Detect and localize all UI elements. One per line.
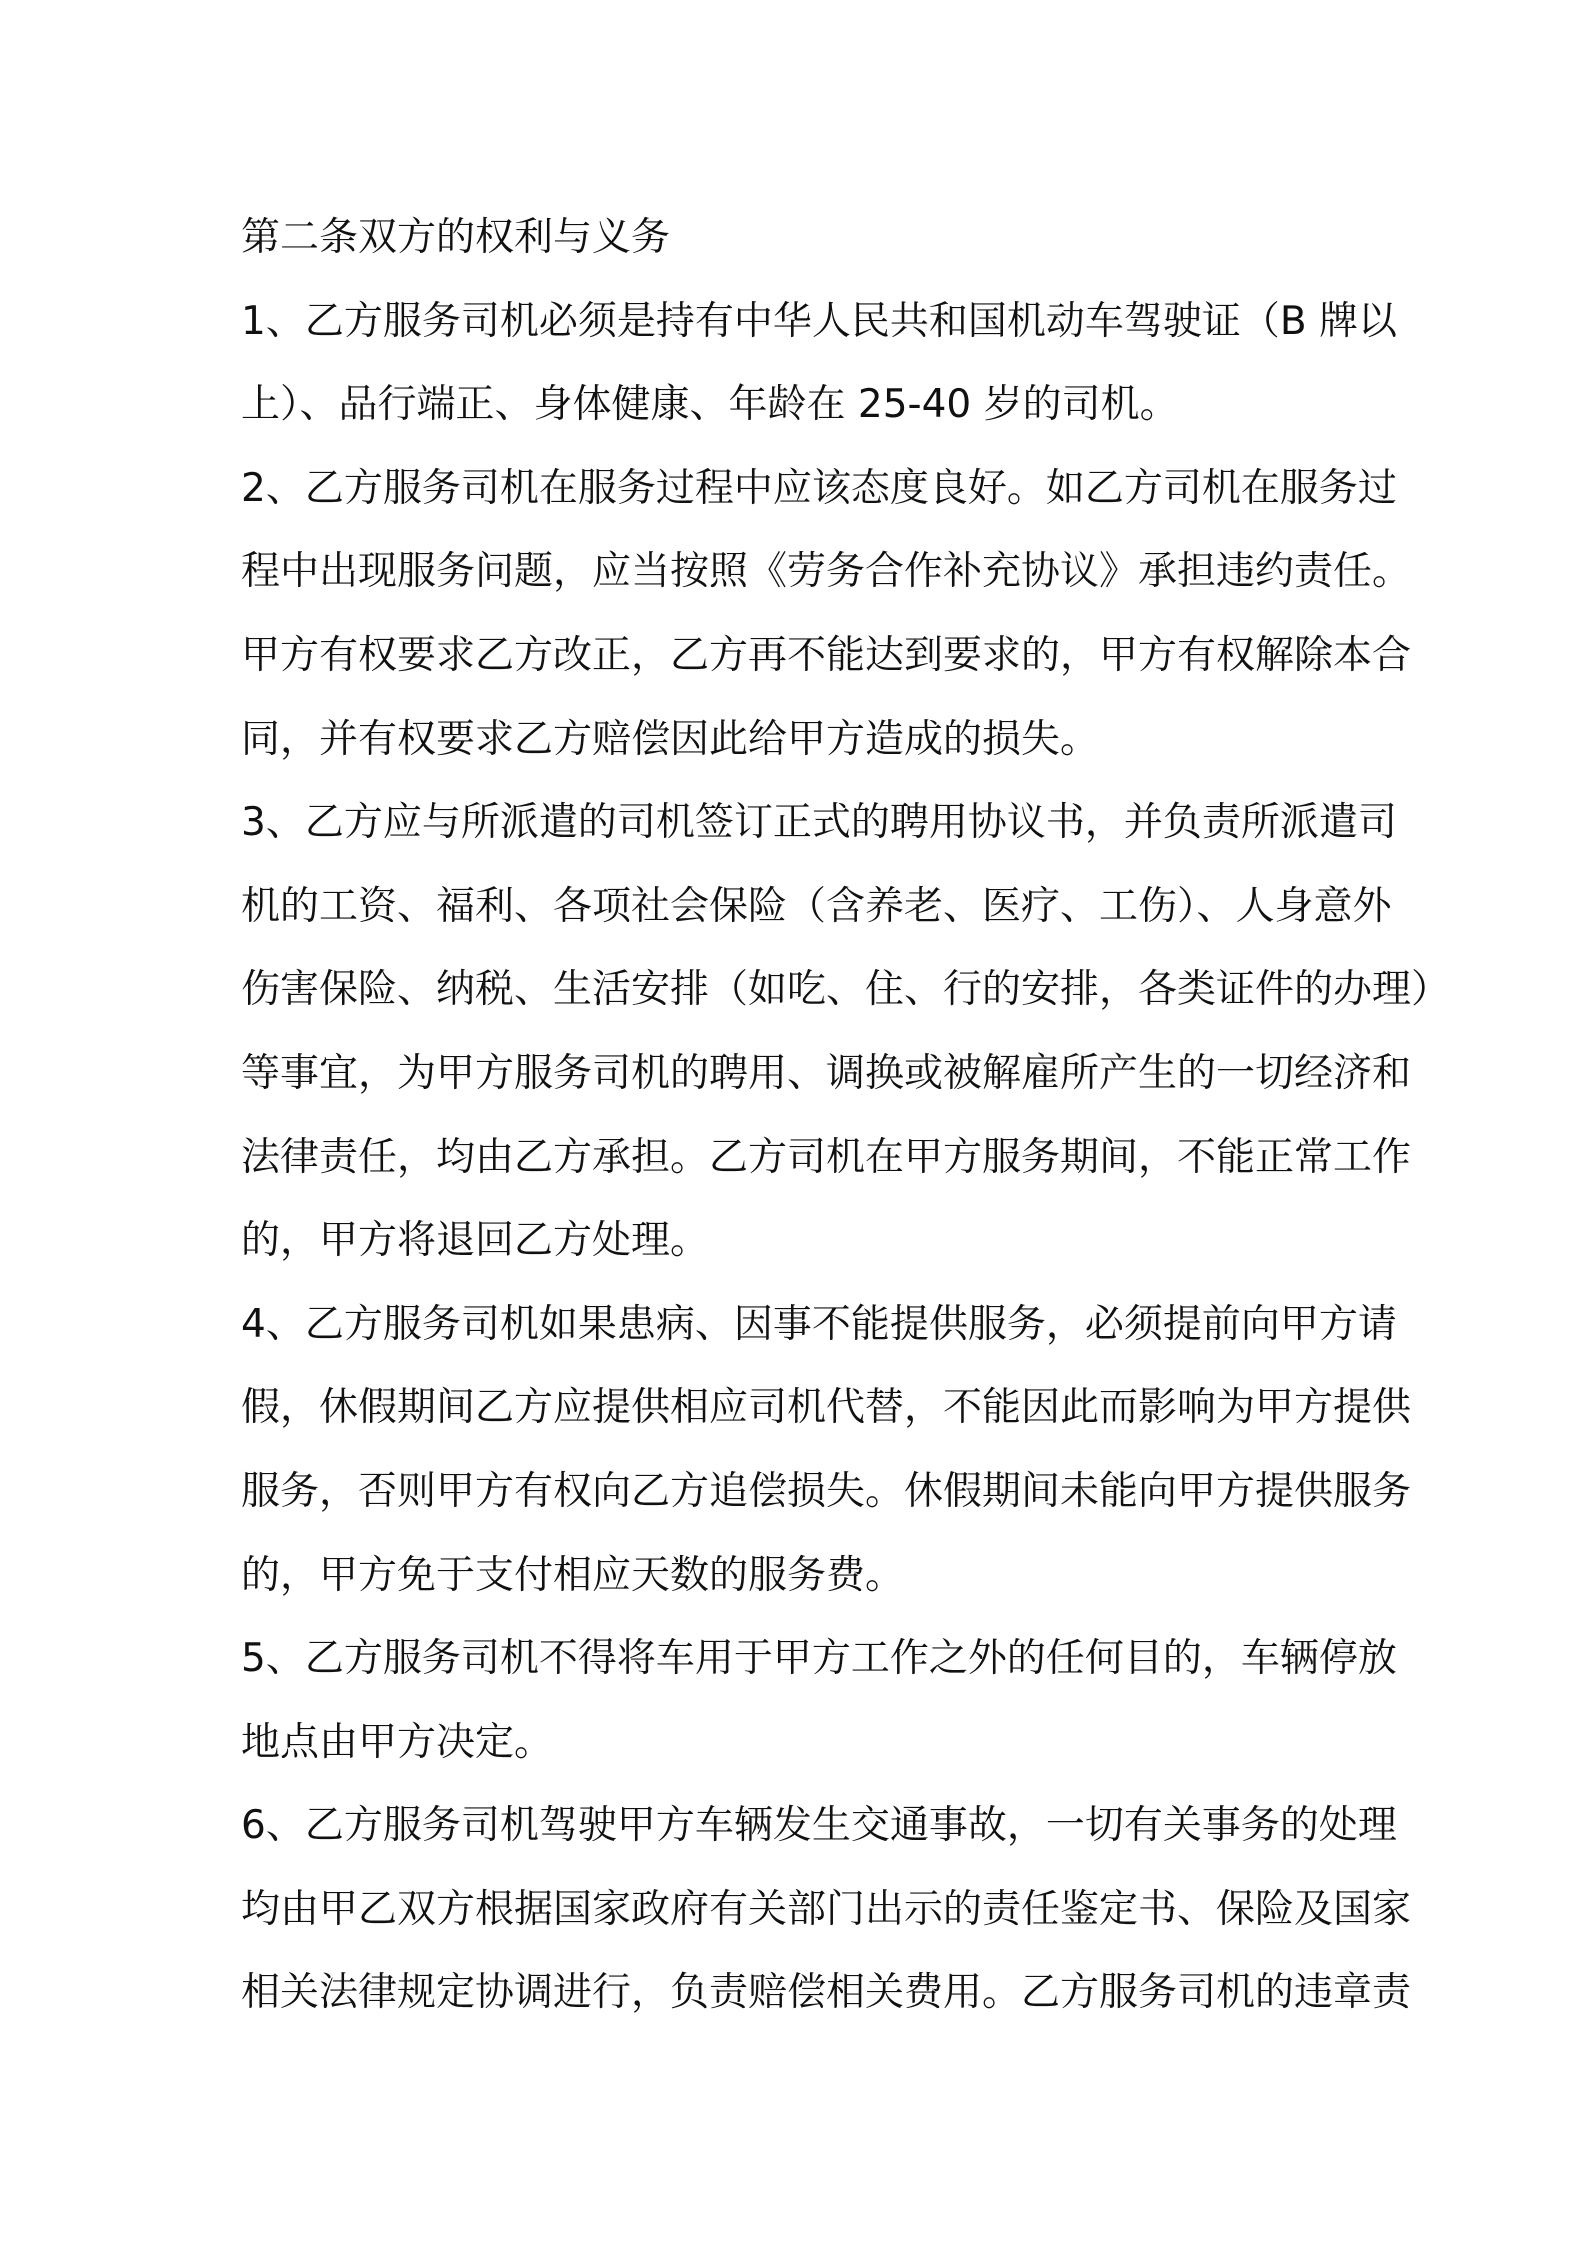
clause-4-line-3: 服务，否则甲方有权向乙方追偿损失。休假期间未能向甲方提供服务 [241,1468,1412,1514]
clause-3-line-5: 法律责任，均由乙方承担。乙方司机在甲方服务期间，不能正常工作 [241,1134,1412,1180]
clause-1-line-2: 上）、品行端正、身体健康、年龄在 25-40 岁的司机。 [241,382,1179,428]
document-body [241,196,1451,2035]
clause-2-line-3: 甲方有权要求乙方改正，乙方再不能达到要求的，甲方有权解除本合 [241,632,1412,678]
clause-4-line-1: 4、乙方服务司机如果患病、因事不能提供服务，必须提前向甲方请 [241,1301,1397,1347]
clause-1-line-1: 1、乙方服务司机必须是持有中华人民共和国机动车驾驶证（B 牌以 [241,298,1397,344]
clause-4-line-4: 的，甲方免于支付相应天数的服务费。 [241,1552,905,1598]
clause-6-line-1: 6、乙方服务司机驾驶甲方车辆发生交通事故，一切有关事务的处理 [241,1803,1397,1849]
clause-5-line-1: 5、乙方服务司机不得将车用于甲方工作之外的任何目的，车辆停放 [241,1636,1397,1682]
clause-6-line-3: 相关法律规定协调进行，负责赔偿相关费用。乙方服务司机的违章责 [241,1970,1412,2016]
clause-3-line-2: 机的工资、福利、各项社会保险（含养老、医疗、工伤）、人身意外 [241,883,1392,929]
clause-4-line-2: 假，休假期间乙方应提供相应司机代替，不能因此而影响为甲方提供 [241,1385,1412,1431]
clause-3-line-4: 等事宜，为甲方服务司机的聘用、调换或被解雇所产生的一切经济和 [241,1050,1412,1096]
section-heading: 第二条双方的权利与义务 [241,215,671,260]
clause-2-line-2: 程中出现服务问题，应当按照《劳务合作补充协议》承担违约责任。 [241,549,1412,595]
clause-5-line-2: 地点由甲方决定。 [241,1719,554,1765]
clause-3-line-1: 3、乙方应与所派遣的司机签订正式的聘用协议书，并负责所派遣司 [241,800,1397,846]
clause-2-line-4: 同，并有权要求乙方赔偿因此给甲方造成的损失。 [241,716,1100,762]
clause-6-line-2: 均由甲乙双方根据国家政府有关部门出示的责任鉴定书、保险及国家 [241,1886,1412,1932]
clause-3-line-3: 伤害保险、纳税、生活安排（如吃、住、行的安排，各类证件的办理） [241,967,1451,1013]
clause-2-line-1: 2、乙方服务司机在服务过程中应该态度良好。如乙方司机在服务过 [241,465,1397,511]
clause-3-line-6: 的，甲方将退回乙方处理。 [241,1218,710,1264]
